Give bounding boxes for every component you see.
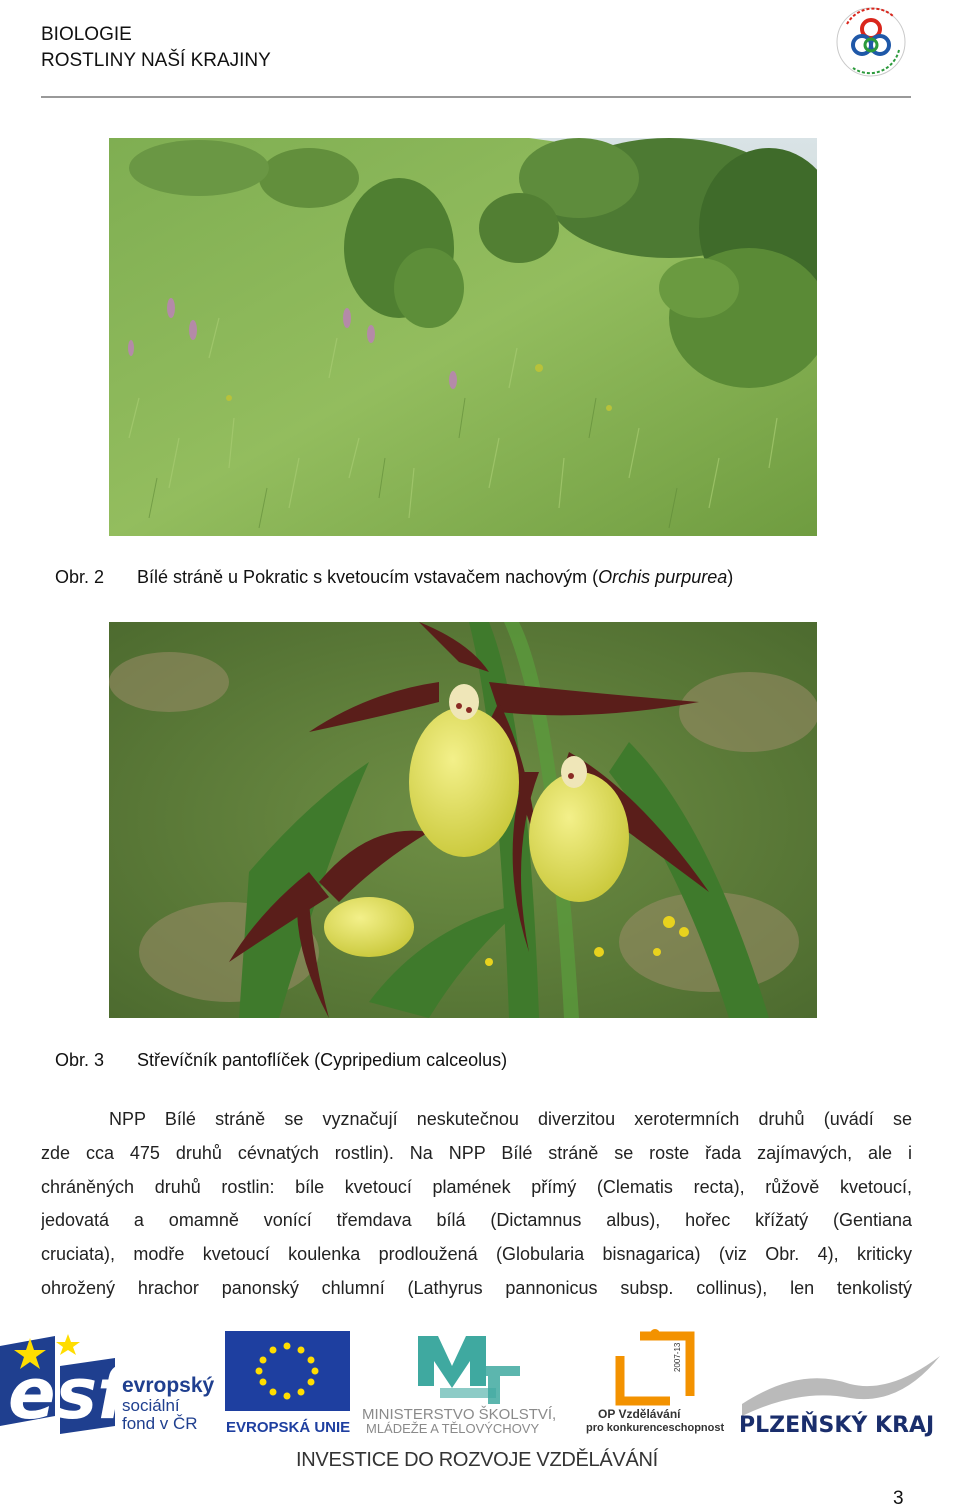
body-line-3: chráněných druhů rostlin: bíle kvetoucí plamének přímý (Clematis recta), růžově kvetoucí, — [41, 1176, 912, 1197]
figure-2-number: Obr. 2 — [55, 567, 105, 587]
esf-line3: fond v ČR — [122, 1414, 198, 1433]
figure-2-caption-text: Bílé stráně u Pokratic s kvetoucím vstavačem nachovým ( — [137, 567, 599, 587]
esf-line2: sociální — [122, 1396, 180, 1415]
op-logo-icon — [586, 1329, 724, 1434]
page-number: 3 — [893, 1488, 904, 1509]
msmt-line1: MINISTERSTVO ŠKOLSTVÍ, — [362, 1406, 557, 1423]
eu-label: EVROPSKÁ UNIE — [226, 1419, 351, 1436]
msmt-line2: MLÁDEŽE A TĚLOVÝCHOVY — [366, 1421, 540, 1436]
body-line-5: cruciata), modře kvetoucí koulenka prodloužená (Globularia bisnagarica) (viz Obr. 4), kriticky — [41, 1244, 912, 1265]
msmt-logo-icon — [362, 1336, 556, 1436]
body-line-2: zde cca 475 druhů cévnatých rostlin). Na NPP Bílé stráně se roste řada zajímavých, ale i — [41, 1142, 912, 1163]
figure-2-caption — [55, 567, 733, 588]
running-header — [41, 22, 271, 74]
figure-2-caption-species: Orchis purpurea — [598, 567, 728, 587]
op-line1: OP Vzdělávání — [598, 1407, 681, 1421]
esf-logo-icon — [0, 1334, 215, 1435]
svg-text:esf: esf — [8, 1353, 128, 1435]
meadow-slope-photo — [109, 138, 817, 536]
header-subject: BIOLOGIE — [41, 24, 132, 45]
header-divider — [41, 96, 911, 98]
body-line-1: NPP Bílé stráně se vyznačují neskutečnou diverzitou xerotermních druhů (uvádí se — [109, 1109, 912, 1129]
op-line2: pro konkurenceschopnost — [586, 1422, 725, 1434]
body-line-6: ohrožený hrachor panonský chlumní (Lathyrus pannonicus subsp. collinus), len tenkolistý — [41, 1277, 912, 1298]
prakticka-vyuka-logo-icon — [833, 2, 909, 80]
investment-slogan: INVESTICE DO ROZVOJE VZDĚLÁVÁNÍ — [296, 1449, 658, 1471]
figure-3-caption-text: Střevíčník pantoflíček (Cypripedium calceolus) — [137, 1050, 508, 1070]
figure-3-caption — [55, 1050, 507, 1071]
header-topic: ROSTLINY NAŠÍ KRAJINY — [41, 50, 271, 71]
eu-flag-icon — [225, 1331, 350, 1436]
figure-2-caption-end: ) — [727, 567, 734, 587]
plzensky-kraj-logo-icon — [739, 1356, 940, 1438]
body-line-4: jedovatá a omamně vonící třemdava bílá (Dictamnus albus), hořec křížatý (Gentiana — [41, 1210, 912, 1231]
ladys-slipper-orchid-photo — [109, 622, 817, 1018]
op-years: 2007-13 — [673, 1342, 682, 1372]
region-label: PLZEŇSKÝ KRAJ — [739, 1413, 935, 1438]
body-paragraph — [41, 1103, 912, 1306]
esf-line1: evropský — [122, 1374, 215, 1397]
figure-3-number: Obr. 3 — [55, 1050, 105, 1070]
